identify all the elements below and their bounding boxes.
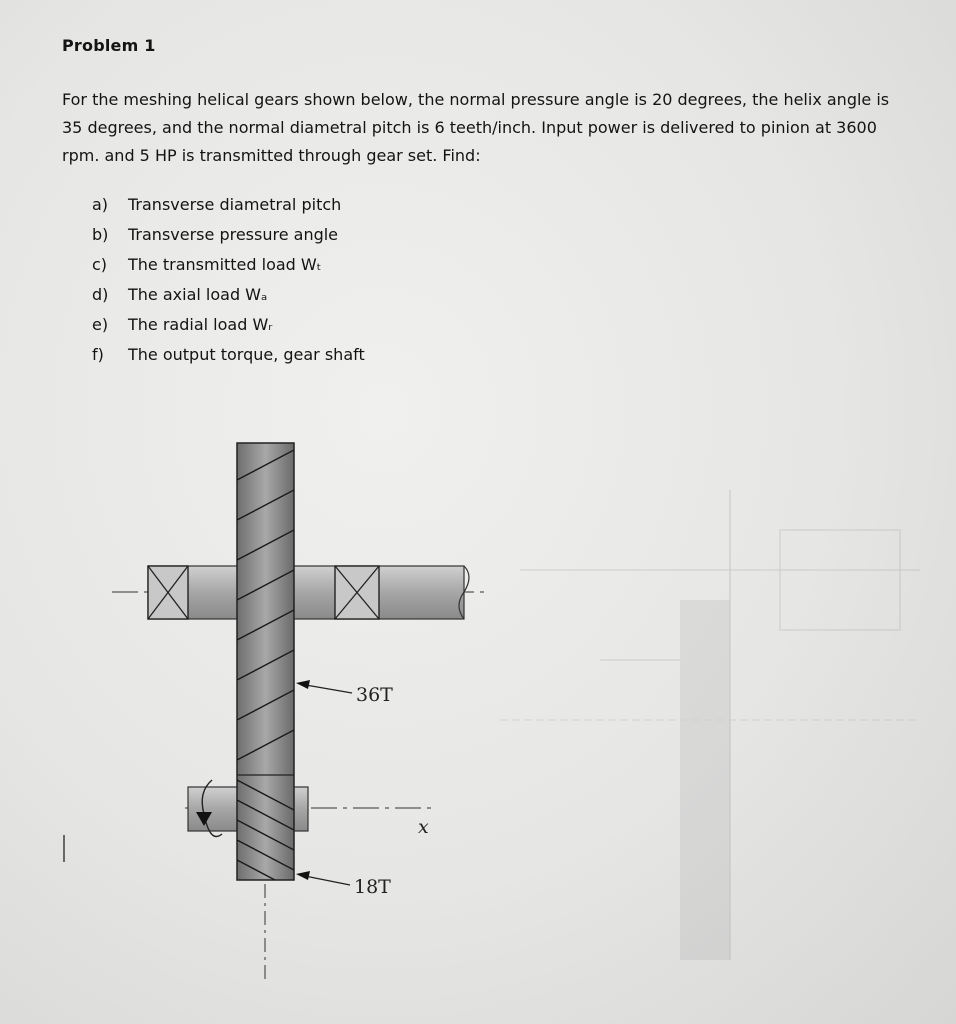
- statement-line: For the meshing helical gears shown below, the normal pressure angle is 20 degrees, the helix angle is: [62, 90, 890, 109]
- right-bearing: [335, 566, 379, 619]
- pinion-shaft: [185, 780, 432, 837]
- question-text: The axial load Wₐ: [128, 285, 268, 304]
- helical-gear-stack: [237, 443, 294, 890]
- pinion-label-arrow: [296, 871, 350, 885]
- left-bearing: [148, 566, 188, 619]
- question-text: The transmitted load Wₜ: [128, 255, 322, 274]
- gear-label: 36T: [356, 684, 393, 706]
- question-letter: e): [92, 315, 109, 334]
- statement-line: rpm. and 5 HP is transmitted through gear set. Find:: [62, 146, 481, 165]
- gear-shaft: [112, 566, 490, 619]
- problem-title: Problem 1: [62, 36, 156, 55]
- question-text: The output torque, gear shaft: [128, 345, 365, 364]
- question-letter: c): [92, 255, 108, 274]
- gear-label-arrow: [296, 680, 352, 693]
- pinion-label: 18T: [354, 876, 391, 898]
- question-letter: a): [92, 195, 109, 214]
- question-letter: d): [92, 285, 109, 304]
- question-text: Transverse diametral pitch: [128, 195, 342, 214]
- question-text: The radial load Wᵣ: [128, 315, 273, 334]
- question-text: Transverse pressure angle: [128, 225, 339, 244]
- statement-line: 35 degrees, and the normal diametral pitch is 6 teeth/inch. Input power is delivered to pinion at 3600: [62, 118, 877, 137]
- question-letter: b): [92, 225, 109, 244]
- axis-label: x: [418, 816, 429, 838]
- question-letter: f): [92, 345, 104, 364]
